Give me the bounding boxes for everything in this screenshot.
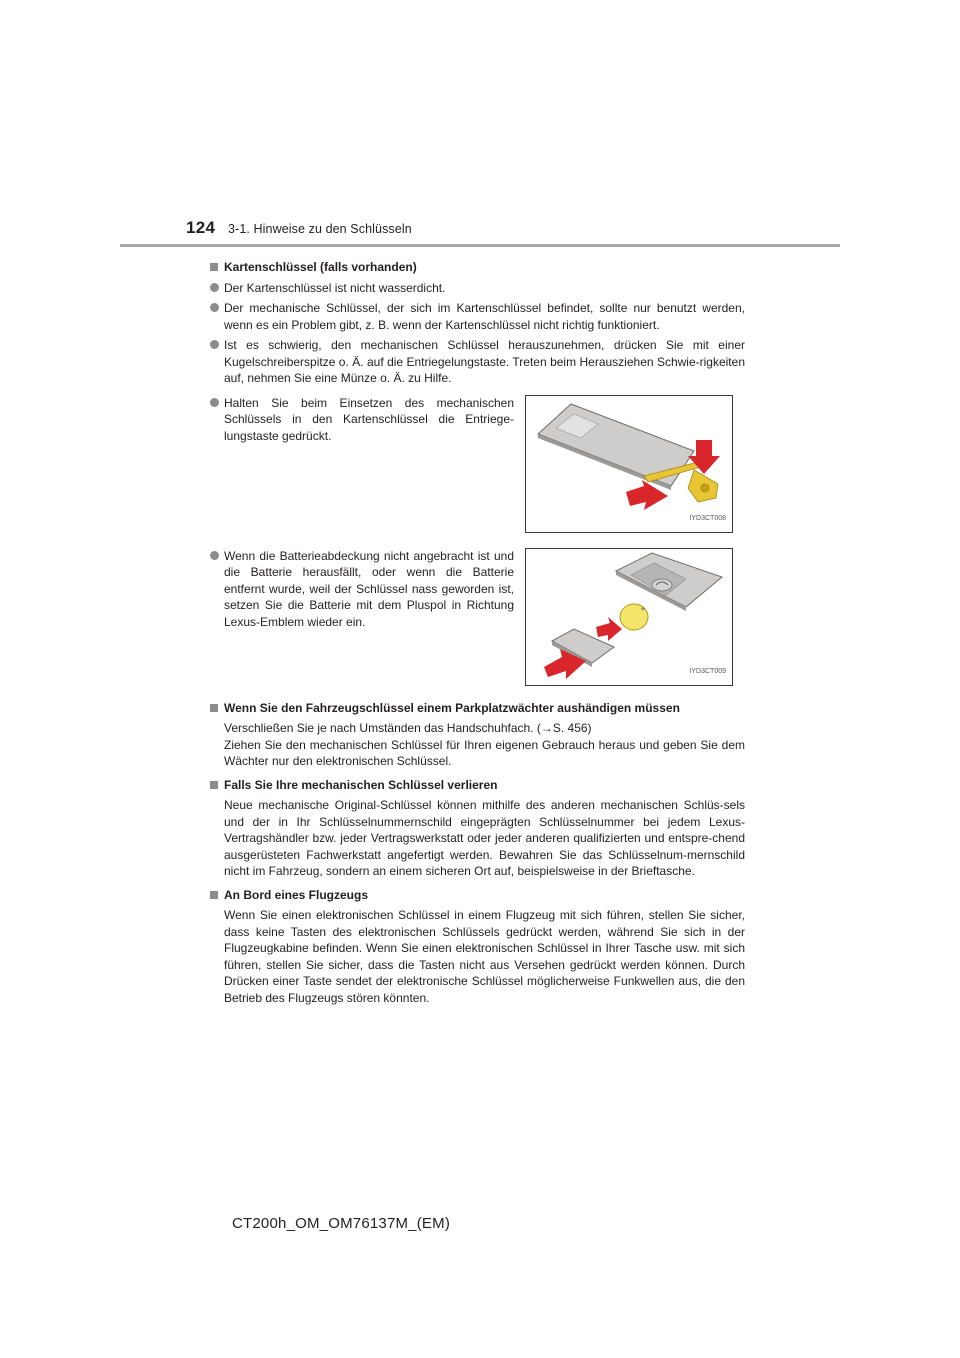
- dot-bullet-icon: [210, 398, 219, 407]
- square-bullet-icon: [210, 263, 218, 271]
- figure-insert-mechanical-key: [525, 395, 733, 533]
- valet-line-1: Verschließen Sie je nach Umständen das Handschuhfach. (→S. 456): [224, 721, 592, 735]
- card-key-heading-text: Kartenschlüssel (falls vorhanden): [224, 260, 417, 274]
- dot-bullet-icon: [210, 303, 219, 312]
- bullet-text: Der Kartenschlüssel ist nicht wasserdicht.: [224, 280, 446, 295]
- airplane-heading: [210, 887, 745, 904]
- airplane-heading-text: An Bord eines Flugzeugs: [224, 887, 369, 902]
- lost-keys-heading: [210, 777, 745, 794]
- airplane-text: Wenn Sie einen elektronischen Schlüssel in einem Flugzeug mit sich führen, stellen Sie sicher, dass keine Tasten des elektronischen Schlüssels gedrückt werden, während Sie sich in der Flugzeugkabine befinden. Wenn Sie einen elektronischen Schlüssel in Ihrer Tasche usw. mit sich führen, stellen Sie sicher, dass die Tasten nicht aus Versehen gedrückt werden können. Durch Drücken einer Taste sendet der elektronische Schlüssel möglicherweise Funkwellen aus, die den Betrieb des Flugzeugs stören könnten.: [224, 908, 745, 1005]
- section-title: 3-1. Hinweise zu den Schlüsseln: [228, 222, 412, 236]
- lost-keys-heading-text: Falls Sie Ihre mechanischen Schlüssel verlieren: [224, 777, 498, 792]
- square-bullet-icon: [210, 704, 218, 712]
- figure-code: IYD3CT009: [689, 668, 726, 675]
- footer-doc-code: CT200h_OM_OM76137M_(EM): [232, 1215, 451, 1232]
- bullet-text: Ist es schwierig, den mechanischen Schlüssel herauszunehmen, drücken Sie mit einer Kugelschreiberspitze o. Ä. auf die Entriegelungstaste. Treten beim Herausziehen Schwie-rigkeiten auf, nehmen Sie eine Münze o. Ä. zu Hilfe.: [224, 338, 745, 385]
- page-content: [210, 252, 745, 1006]
- dot-bullet-icon: [210, 551, 219, 560]
- dot-bullet-icon: [210, 340, 219, 349]
- bullet-item: [210, 395, 514, 445]
- lost-keys-text: Neue mechanische Original-Schlüssel können mithilfe des anderen mechanischen Schlüs-sels und der in Ihr Schlüsselnummernschild eingeprägten Schlüsselnummer bei jedem Lexus-Vertragshändler bzw. jeder Vertragswerkstatt oder jeder anderen qualifizierten und entspre-chend ausgerüsteten Fachwerkstatt angefertigt werden. Bewahren Sie das Schlüsselnum-mernschild nicht im Fahrzeug, sondern an einem sicheren Ort auf, beispielsweise in der Brieftasche.: [224, 798, 745, 878]
- card-key-heading: [210, 259, 745, 276]
- bullet-item: [210, 548, 514, 631]
- figure-row-battery: [210, 548, 745, 693]
- bullet-text: Der mechanische Schlüssel, der sich im Kartenschlüssel befindet, sollte nur benutzt werden, wenn es ein Problem gibt, z. B. wenn der Kartenschlüssel nicht richtig funktioniert.: [224, 301, 745, 332]
- bullet-item: [210, 280, 745, 297]
- bullet-item: [210, 300, 745, 333]
- dot-bullet-icon: [210, 283, 219, 292]
- valet-line-2: Ziehen Sie den mechanischen Schlüssel für Ihren eigenen Gebrauch heraus und geben Sie dem Wächter nur den elektronischen Schlüssel.: [224, 737, 745, 768]
- header-rule: [120, 244, 840, 247]
- bullet-text: Halten Sie beim Einsetzen des mechanischen Schlüssels in den Kartenschlüssel die Entriege-lungstaste gedrückt.: [224, 395, 514, 443]
- figure-row-insert-key: [210, 395, 745, 540]
- page-number: 124: [186, 218, 216, 237]
- square-bullet-icon: [210, 891, 218, 899]
- figure-battery-insertion: [525, 548, 733, 686]
- valet-heading-text: Wenn Sie den Fahrzeugschlüssel einem Parkplatzwächter aushändigen müssen: [224, 700, 680, 715]
- bullet-text: Wenn die Batterieabdeckung nicht angebracht ist und die Batterie herausfällt, oder wenn die Batterie entfernt wurde, weil der Schlüssel nass geworden ist, setzen Sie die Batterie mit dem Pluspol in Richtung Lexus-Emblem wieder ein.: [224, 548, 514, 629]
- svg-text:+: +: [640, 604, 646, 613]
- valet-heading: [210, 700, 745, 717]
- bullet-item: [210, 337, 745, 387]
- figure-code: IYD3CT008: [689, 515, 726, 522]
- square-bullet-icon: [210, 781, 218, 789]
